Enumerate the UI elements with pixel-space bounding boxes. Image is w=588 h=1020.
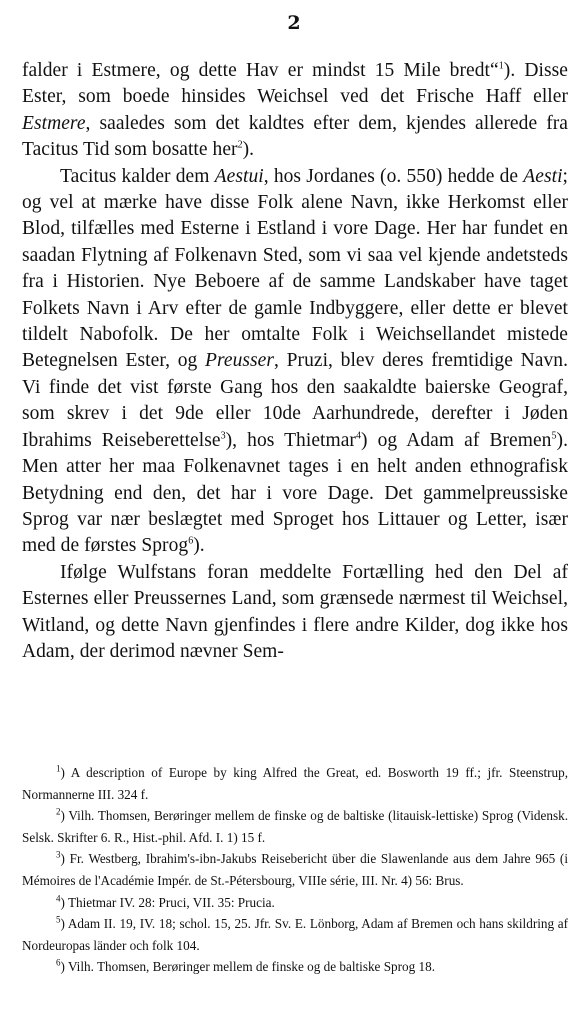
footnotes <box>22 762 568 978</box>
footnote <box>22 762 568 805</box>
text-run: , saaledes som det kaldtes efter dem, kjendes allerede fra Tacitus Tid som bosatte her <box>22 112 568 161</box>
italic-term: Aesti <box>523 165 563 187</box>
footnote-paren: ) <box>60 894 68 910</box>
footnote-number: 1 <box>56 763 61 774</box>
footnote <box>22 956 568 978</box>
footnote-text: Thietmar IV. 28: Pruci, VII. 35: Prucia. <box>67 894 275 910</box>
footnote-text: Adam II. 19, IV. 18; schol. 15, 25. Jfr. Sv. E. Lönborg, Adam af Bremen och hans skildring af Nordeuropas länder och folk 104. <box>22 916 568 953</box>
footnote-paren: ) <box>60 851 70 867</box>
text-run: ) og Adam af Bremen <box>361 429 552 451</box>
text-run: Ifølge Wulfstans foran meddelte Fortælling hed den Del af Esternes eller Preussernes Land, som grænsede nærmest til Weichsel, Witland, og dette Navn gjenfindes i flere andre Kilder, dog ikke hos Adam, der derimod nævner Sem- <box>22 561 568 662</box>
footnote-number: 3 <box>56 849 61 860</box>
footnote-number: 5 <box>56 914 61 925</box>
footnote-ref: 2 <box>237 139 243 151</box>
text-run: ). Men atter her maa Folkenavnet tages i en helt anden ethnografisk Betydning end den, det har i vore Dage. Det gammelpreussiske Sprog var nær beslægtet med Sproget hos Littauer og Letter, især med de førstes Sprog <box>22 429 568 557</box>
paragraph <box>22 560 568 666</box>
footnote-ref: 4 <box>355 430 362 442</box>
footnote-paren: ) <box>60 959 68 975</box>
footnote <box>22 892 568 914</box>
text-run: falder i Estmere, og dette Hav er mindst 15 Mile bredt“ <box>22 60 499 81</box>
footnote-number: 6 <box>56 957 61 968</box>
text-run: Tacitus kalder dem <box>60 165 215 187</box>
footnote-text: Vilh. Thomsen, Berøringer mellem de finske og de baltiske (litauisk-lettiske) Sprog (Vidensk. Selsk. Skrifter 6. R., Hist.-phil. Afd. I. 1) 15 f. <box>22 808 568 845</box>
footnote-ref: 1 <box>498 60 504 72</box>
footnote-paren: ) <box>60 808 69 824</box>
text-run: ), hos Thietmar <box>225 429 356 451</box>
italic-term: Aestui <box>214 165 264 187</box>
italic-term: Estmere <box>22 112 86 134</box>
footnote-ref: 3 <box>220 430 226 442</box>
page-number: 2 <box>287 12 301 34</box>
body-text <box>22 58 568 665</box>
text-run: , hos Jordanes (o. 550) hedde de <box>263 165 524 187</box>
footnote-ref: 6 <box>188 535 194 547</box>
paragraph <box>22 58 568 164</box>
text-run: , Pruzi, blev deres fremtidige Navn. Vi finde det vist første Gang hos den saakaldte baierske Geograf, som skrev i det 9de eller 10de Aarhundrede, derefter i Jøden Ibrahims Reiseberettelse <box>22 350 568 451</box>
footnote-ref: 5 <box>551 430 557 442</box>
footnote-paren: ) <box>60 765 71 780</box>
text-run: ). <box>242 139 255 161</box>
footnote-text: Fr. Westberg, Ibrahim's-ibn-Jakubs Reisebericht über die Slawenlande aus dem Jahre 965 (i Mémoires de l'Académie Impér. de St.-Pétersbourg, VIIIe série, III. Nr. 4) 56: Brus. <box>22 851 568 888</box>
footnote-text: A description of Europe by king Alfred the Great, ed. Bosworth 19 ff.; jfr. Steenstrup, Normannerne III. 324 f. <box>22 765 568 802</box>
text-run: ). Disse Ester, som boede hinsides Weichsel ved det Frische Haff eller <box>22 60 568 108</box>
footnote <box>22 805 568 848</box>
footnote-paren: ) <box>60 916 68 932</box>
italic-term: Preusser <box>205 350 275 372</box>
footnote-number: 4 <box>56 893 61 904</box>
footnote-text: Vilh. Thomsen, Berøringer mellem de finske og de baltiske Sprog 18. <box>67 959 435 975</box>
text-run: ; og vel at mærke have disse Folk alene Navn, ikke Herkomst eller Blod, tilfælles med Esterne i Estland i vore Dage. Her har fundet en saadan Flytning af Folkenavn Sted, som vi saa vel kjende andetsteds fra i Historien. Nye Beboere af de samme Landskaber have taget Folkets Navn i Arv efter de gamle Indbyggere, eller dette er blevet tildelt Nabofolk. De her omtalte Folk i Weichsellandet mistede Betegnelsen Ester, og <box>22 165 569 372</box>
footnote <box>22 848 568 891</box>
paragraph <box>22 164 568 560</box>
footnote-number: 2 <box>56 806 61 817</box>
footnote <box>22 913 568 956</box>
text-run: ). <box>193 535 205 557</box>
